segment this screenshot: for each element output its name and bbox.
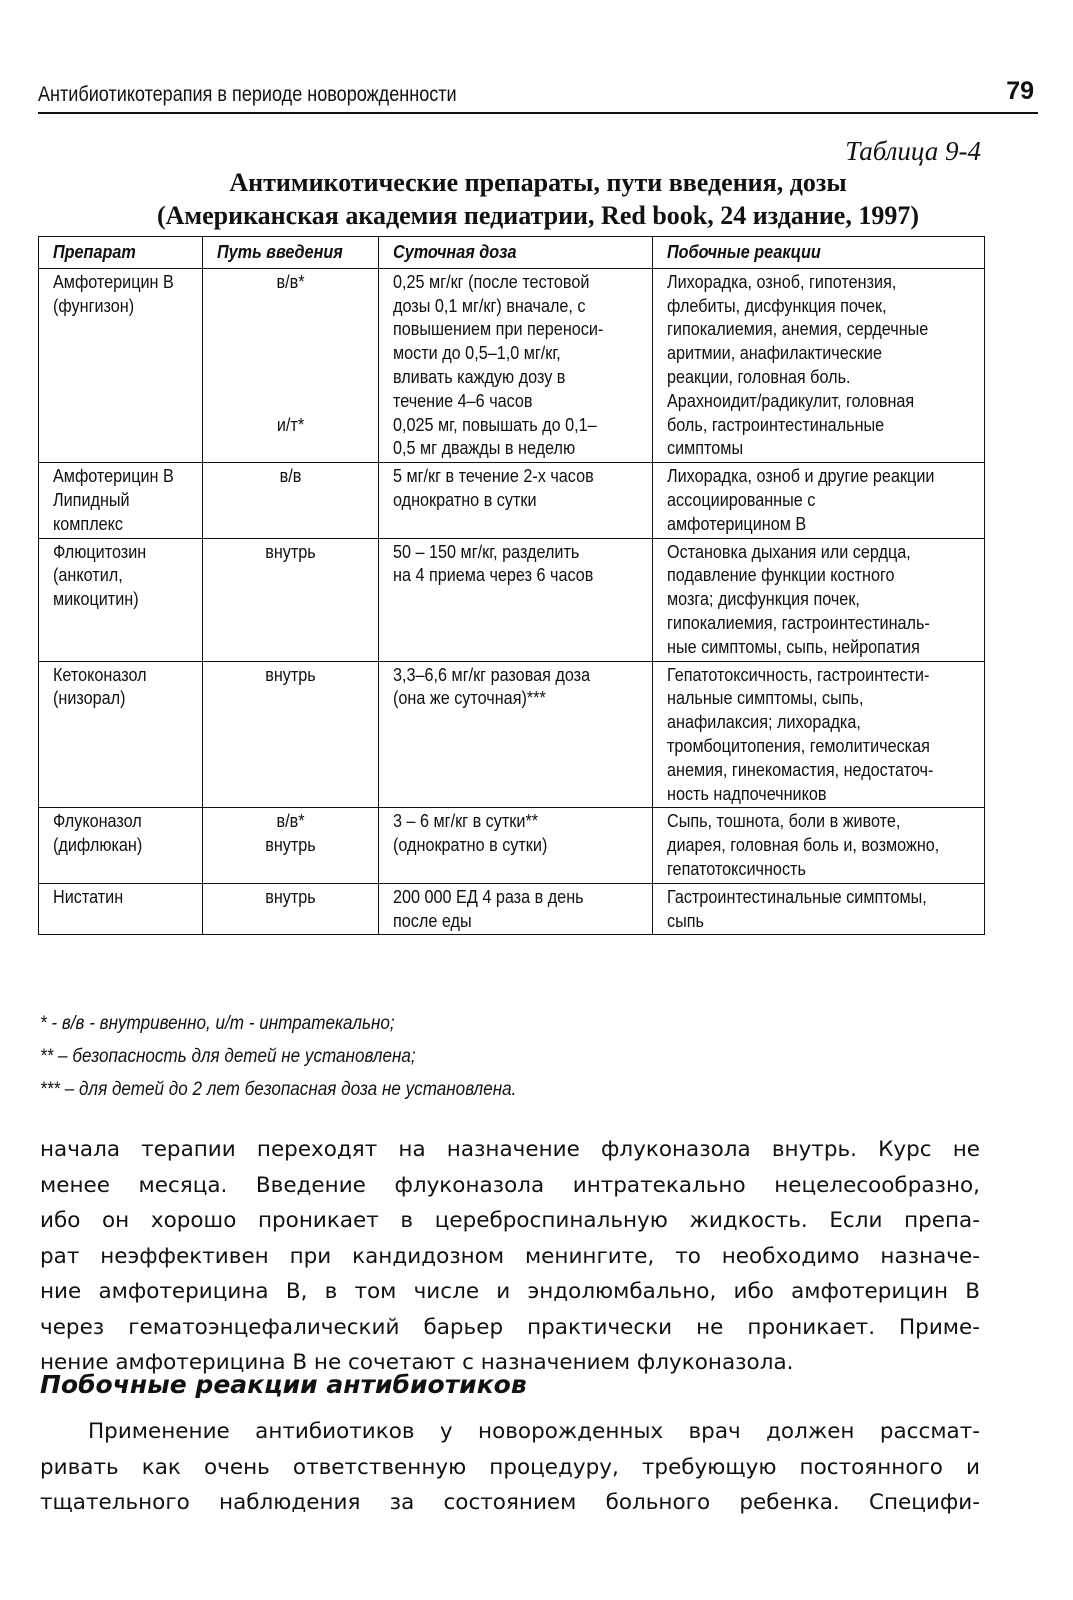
column-header-dose: Суточная доза [379,237,653,269]
cell-line: ные симптомы, сыпь, нейропатия [667,636,920,657]
table-row [39,883,985,935]
cell-reactions [653,808,985,883]
cell-line: ассоциированные с [667,489,816,510]
cell-line: 3,3–6,6 мг/кг разовая доза [393,664,591,685]
text-line: нение амфотерицина В не сочетают с назначением флуконазола. [40,1350,794,1375]
text-line: тщательного наблюдения за состоянием больного ребенка. Специфи- [40,1490,980,1515]
text-line: менее месяца. Введение флуконазола интратекально нецелесообразно, [40,1172,980,1198]
cell-reactions [653,463,985,538]
text-line: начала терапии переходят на назначение флуконазола внутрь. Курс не [40,1137,980,1162]
cell-route [203,661,379,808]
cell-line: (фунгизон) [53,295,135,316]
cell-line: (низорал) [53,688,126,709]
cell-line: 50 – 150 мг/кг, разделить [393,541,580,562]
cell-drug [39,538,203,661]
cell-line: реакции, головная боль. [667,366,851,387]
page-number: 79 [1006,77,1034,105]
cell-line: Амфотерицин В [53,466,174,487]
column-header-reactions: Побочные реакции [653,237,985,269]
cell-line: в/в [279,466,302,487]
cell-line: 0,025 мг, повышать до 0,1– [393,414,597,435]
cell-line: тромбоцитопения, гемолитическая [667,735,930,756]
column-header-route: Путь введения [203,237,379,269]
text-line: ривать как очень ответственную процедуру, требующую постоянного и [40,1454,980,1480]
table-label: Таблица 9-4 [845,136,981,166]
cell-route [203,268,379,462]
cell-drug [39,661,203,808]
cell-line: Лихорадка, озноб, гипотензия, [667,271,897,292]
cell-line: боль, гастроинтестинальные [667,414,885,435]
cell-line: амфотерицином В [667,513,807,534]
text-line: Применение антибиотиков у новорожденных врач должен рассмат- [88,1419,980,1444]
cell-line: 200 000 ЕД 4 раза в день [393,886,584,907]
cell-line: (однократно в сутки) [393,835,548,856]
cell-line: Арахноидит/радикулит, головная [667,390,915,411]
table-row [39,538,985,661]
cell-line: течение 4–6 часов [393,390,533,411]
cell-line: Флюцитозин [53,541,147,562]
table-row [39,268,985,462]
column-header-drug: Препарат [39,237,203,269]
cell-reactions [653,883,985,935]
table-footnotes [40,1007,569,1106]
table-title-line: Антимикотические препараты, пути введения, дозы [229,168,847,197]
cell-line: 3 – 6 мг/кг в сутки** [393,811,539,832]
cell-line: (дифлюкан) [53,835,143,856]
cell-drug [39,808,203,883]
cell-line: симптомы [667,438,744,459]
cell-line [224,390,356,414]
running-title: Антибиотикотерапия в периоде новорожденности [38,83,457,106]
cell-dose [379,268,653,462]
cell-reactions [653,661,985,808]
cell-line: ность надпочечников [667,783,827,804]
cell-reactions [653,268,985,462]
footnote: ** – безопасность для детей не установлена; [40,1046,416,1067]
section-heading: Побочные реакции антибиотиков [40,1370,527,1399]
cell-line: 5 мг/кг в течение 2-х часов [393,466,594,487]
cell-line: подавление функции костного [667,565,895,586]
cell-line: дозы 0,1 мг/кг) вначале, с [393,295,586,316]
cell-line: Флуконазол [53,811,142,832]
cell-line: анафилаксия; лихорадка, [667,712,861,733]
cell-line [224,366,356,390]
cell-dose [379,463,653,538]
cell-line: Нистатин [53,886,124,907]
cell-line: комплекс [53,513,124,534]
cell-line: гипокалиемия, гастроинтестиналь- [667,612,930,633]
cell-line: Гепатотоксичность, гастроинтести- [667,664,930,685]
cell-dose [379,661,653,808]
table-title [38,166,1038,232]
cell-line: Кетоконазол [53,664,147,685]
cell-line [224,318,356,342]
cell-line: и/т* [276,414,305,435]
cell-line: повышением при переноси- [393,319,604,340]
cell-line: на 4 приема через 6 часов [393,565,594,586]
cell-line: 0,5 мг дважды в неделю [393,438,576,459]
cell-line: Гастроинтестинальные симптомы, [667,886,927,907]
cell-line: (анкотил, [53,565,123,586]
text-line: ние амфотерицина В, в том числе и эндолюмбально, ибо амфотерицин В [40,1279,980,1304]
cell-line: сыпь [667,910,704,931]
cell-line: однократно в сутки [393,489,537,510]
running-header [38,68,1038,114]
cell-drug [39,463,203,538]
footnote: * - в/в - внутривенно, и/т - интратекально; [40,1013,395,1034]
cell-line [224,342,356,366]
cell-line: внутрь [265,835,316,856]
cell-line: после еды [393,910,472,931]
table-title-line: (Американская академия педиатрии, Red book, 24 издание, 1997) [156,201,920,230]
table-row [39,463,985,538]
footnote: *** – для детей до 2 лет безопасная доза не установлена. [40,1079,517,1100]
cell-route [203,808,379,883]
table-header-row [39,237,985,269]
cell-line: 0,25 мг/кг (после тестовой [393,271,590,292]
cell-line: вливать каждую дозу в [393,366,566,387]
antifungal-table [38,236,985,935]
cell-line: внутрь [265,664,316,685]
cell-line: Амфотерицин В [53,271,174,292]
cell-dose [379,538,653,661]
table-body [39,268,985,935]
cell-reactions [653,538,985,661]
cell-line: гипокалиемия, анемия, сердечные [667,319,929,340]
cell-line: Липидный [53,489,130,510]
section-paragraph [40,1414,980,1521]
cell-line: аритмии, анафилактические [667,343,882,364]
cell-dose [379,883,653,935]
table-row [39,661,985,808]
cell-line: микоцитин) [53,589,139,610]
cell-line: мости до 0,5–1,0 мг/кг, [393,343,561,364]
cell-line: в/в* [276,271,305,292]
cell-line: внутрь [265,541,316,562]
cell-drug [39,268,203,462]
cell-line: внутрь [265,886,316,907]
cell-route [203,463,379,538]
cell-line: Лихорадка, озноб и другие реакции [667,466,935,487]
cell-dose [379,808,653,883]
table-row [39,808,985,883]
text-line: рат неэффективен при кандидозном менингите, то необходимо назначе- [40,1243,980,1269]
cell-line: (она же суточная)*** [393,688,546,709]
cell-line: в/в* [276,811,305,832]
cell-line: гепатотоксичность [667,858,806,879]
cell-route [203,538,379,661]
cell-line: флебиты, дисфункция почек, [667,295,887,316]
cell-line: нальные симптомы, сыпь, [667,688,864,709]
cell-line: мозга; дисфункция почек, [667,589,860,610]
cell-line: Сыпь, тошнота, боли в животе, [667,811,901,832]
text-line: ибо он хорошо проникает в цереброспинальную жидкость. Если препа- [40,1208,980,1233]
cell-route [203,883,379,935]
body-paragraph [40,1132,980,1381]
cell-line: Остановка дыхания или сердца, [667,541,911,562]
cell-line: диарея, головная боль и, возможно, [667,835,940,856]
cell-line: анемия, гинекомастия, недостаточ- [667,759,934,780]
cell-drug [39,883,203,935]
cell-line [224,295,356,319]
text-line: через гематоэнцефалический барьер практически не проникает. Приме- [40,1314,980,1340]
